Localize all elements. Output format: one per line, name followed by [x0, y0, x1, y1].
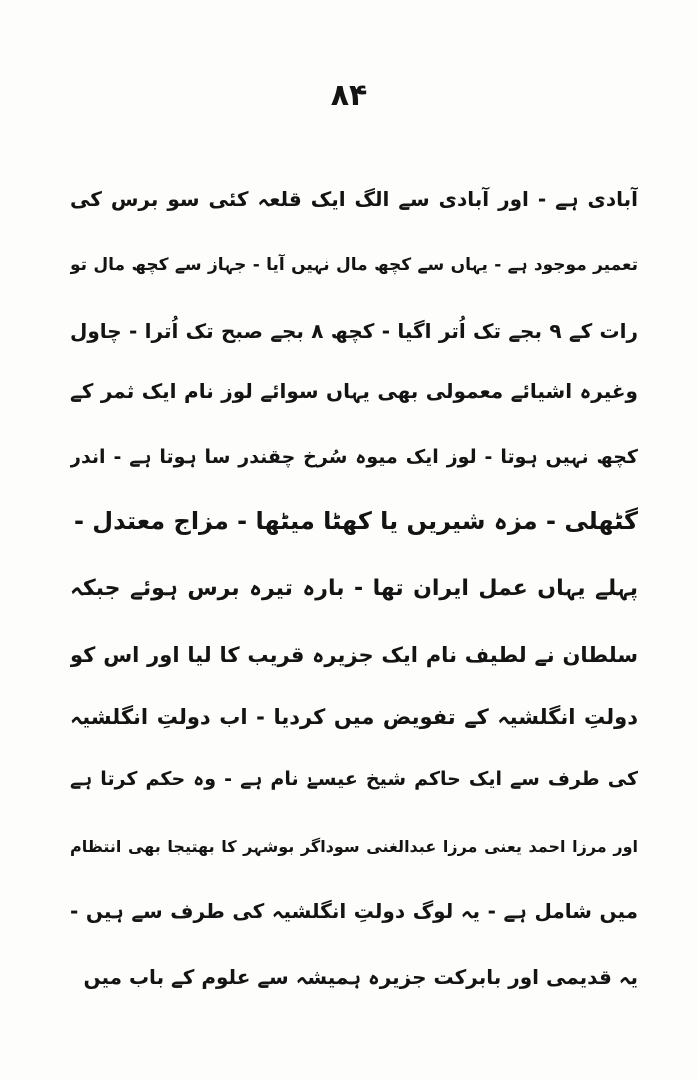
text-line: تعمیر موجود ہے - یہاں سے کچھ مال نہیں آیا - جہاز سے کچھ مال تو [70, 255, 638, 275]
text-line: سلطان نے لطیف نام ایک جزیرہ قریب کا لیا اور اس کو [70, 643, 638, 667]
text-line: دولتِ انگلشیہ کے تفویض میں کردیا - اب دولتِ انگلشیہ [70, 705, 638, 729]
text-line: اور مرزا احمد یعنی مرزا عبدالغنی سوداگر بوشہر کا بھتیجا بھی انتظام [70, 837, 638, 856]
text-line: گٹھلی - مزہ شیریں یا کھٹا میٹھا - مزاج معتدل - [73, 507, 638, 535]
text-line: آبادی ہے - اور آبادی سے الگ ایک قلعہ کئی سو برس کی [70, 187, 638, 211]
text-line: یہ قدیمی اور بابرکت جزیرہ ہمیشہ سے علوم کے باب میں [83, 965, 638, 989]
text-line: کچھ نہیں ہوتا - لوز ایک میوہ سُرخ چقندر سا ہوتا ہے - اندر [70, 446, 638, 468]
text-line: وغیرہ اشیائے معمولی بھی یہاں سوائے لوز نام ایک ثمر کے [70, 379, 638, 403]
page-number: ۸۴ [330, 78, 368, 113]
text-line: رات کے ۹ بجے تک اُتر اگیا - کچھ ۸ بجے صبح تک اُترا - چاول [70, 319, 638, 343]
text-line: پہلے یہاں عمل ایران تھا - بارہ تیرہ برس ہوئے جبکہ [70, 576, 638, 601]
text-line: میں شامل ہے - یہ لوگ دولتِ انگلشیہ کی طرف سے ہیں - [70, 899, 638, 923]
text-line: کی طرف سے ایک حاکم شیخ عیسےٰ نام ہے - وہ حکم کرتا ہے [70, 768, 638, 790]
